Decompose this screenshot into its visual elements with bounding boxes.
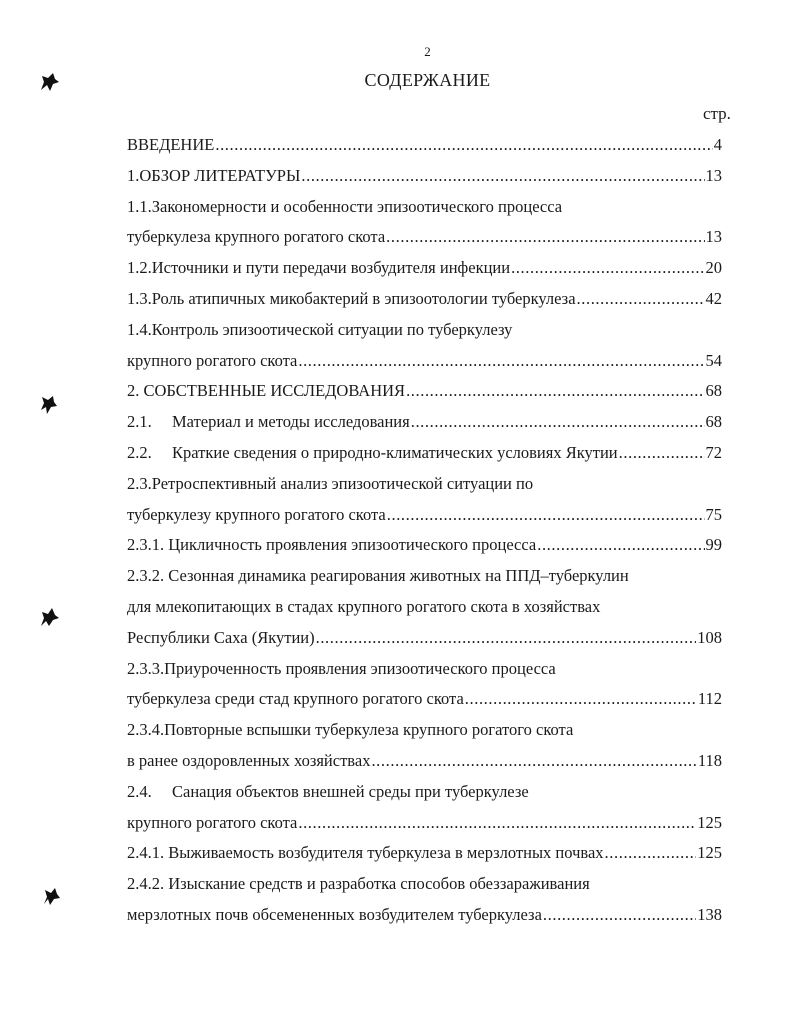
toc-entry (127, 530, 722, 561)
toc-entry-page: 42 (705, 288, 722, 308)
toc-entry (127, 376, 722, 407)
toc-entry (127, 746, 722, 777)
toc-entry (127, 346, 722, 377)
toc-entry (127, 161, 722, 192)
toc-entry-page: 4 (713, 135, 722, 154)
toc-entry (127, 808, 722, 839)
dot-leader (511, 253, 704, 284)
toc-entry (127, 253, 722, 284)
dot-leader (301, 161, 704, 192)
toc-entry-text: 1.ОБЗОР ЛИТЕРАТУРЫ (127, 165, 301, 185)
toc-title: СОДЕРЖАНИЕ (364, 70, 491, 90)
toc-entry (127, 869, 722, 900)
toc-entry-text: 1.3.Роль атипичных микобактерий в эпизоотологии туберкулеза (127, 288, 576, 308)
toc-entry-text: 2.3.3.Приуроченность проявления эпизоотического процесса (127, 658, 556, 678)
toc-entry-page: 138 (697, 904, 722, 924)
toc-entry (127, 900, 722, 931)
toc-entry (127, 315, 722, 346)
toc-entry (127, 130, 722, 161)
binder-mark-icon (38, 605, 60, 629)
toc-entry-text: 2.3.Ретроспективный анализ эпизоотической ситуации по (127, 473, 534, 493)
dot-leader (298, 346, 704, 377)
toc-entry-page: 13 (705, 227, 722, 247)
toc-entry (127, 438, 722, 469)
toc-entry (127, 654, 722, 685)
toc-entry-page: 13 (705, 165, 722, 185)
dot-leader (406, 376, 704, 407)
dot-leader (619, 438, 705, 469)
toc-entry-text: 2.4.2. Изыскание средств и разработка способов обеззараживания (127, 874, 590, 894)
toc-entry-text: 2.4.1. Выживаемость возбудителя туберкулеза в мерзлотных почвах (127, 843, 604, 863)
dot-leader (577, 284, 705, 315)
toc-entry-number: 2.2. (127, 442, 152, 462)
dot-leader (371, 746, 696, 777)
toc-entry-page: 54 (705, 350, 722, 370)
toc-entry (127, 469, 722, 500)
toc-entry-text: Республики Саха (Якутии) (127, 627, 315, 647)
toc-entry (127, 838, 722, 869)
toc-entry-text: туберкулезу крупного рогатого скота (127, 504, 386, 524)
dot-leader (215, 130, 712, 161)
toc-entry-page: 118 (697, 750, 722, 770)
toc-entry-text: Санация объектов внешней среды при туберкулезе (172, 781, 529, 801)
toc-entry-number: 2.4. (127, 781, 152, 801)
dot-leader (605, 838, 697, 869)
binder-mark-icon (37, 392, 59, 416)
toc-entry-page: 125 (697, 843, 722, 863)
toc-entry (127, 561, 722, 592)
table-of-contents (127, 130, 722, 931)
toc-entry (127, 192, 722, 223)
toc-entry-page: 125 (697, 812, 722, 832)
toc-entry-text: 2.3.4.Повторные вспышки туберкулеза крупного рогатого скота (127, 720, 574, 740)
toc-entry-text: 2.3.1. Цикличность проявления эпизоотического процесса (127, 535, 537, 555)
toc-entry-page: 99 (705, 535, 722, 555)
toc-entry-text: Краткие сведения о природно-климатических условиях Якутии (172, 442, 618, 462)
toc-entry (127, 623, 722, 654)
toc-entry-page: 72 (705, 442, 722, 462)
toc-entry-text: туберкулеза среди стад крупного рогатого скота (127, 689, 464, 709)
toc-entry-text: 2. СОБСТВЕННЫЕ ИССЛЕДОВАНИЯ (127, 381, 406, 401)
toc-entry-text: в ранее оздоровленных хозяйствах (127, 750, 371, 770)
toc-entry-text: мерзлотных почв обсемененных возбудителем туберкулеза (127, 904, 542, 924)
page-column-label: стр. (703, 104, 731, 123)
toc-entry-page: 68 (705, 381, 722, 401)
dot-leader (298, 808, 696, 839)
toc-entry-text: крупного рогатого скота (127, 350, 298, 370)
toc-entry (127, 777, 722, 808)
toc-entry-text: для млекопитающих в стадах крупного рогатого скота в хозяйствах (127, 596, 601, 616)
toc-entry-page: 108 (697, 627, 722, 647)
dot-leader (316, 623, 697, 654)
binder-mark-icon (40, 884, 62, 908)
toc-entry-page: 75 (705, 504, 722, 524)
toc-entry-text: Материал и методы исследования (172, 412, 410, 432)
toc-entry (127, 407, 722, 438)
toc-entry-page: 112 (697, 689, 722, 709)
toc-entry (127, 684, 722, 715)
toc-entry-text: 1.4.Контроль эпизоотической ситуации по туберкулезу (127, 319, 513, 339)
toc-entry-number: 2.1. (127, 412, 152, 432)
toc-entry-text: ВВЕДЕНИЕ (127, 135, 215, 154)
toc-entry (127, 284, 722, 315)
toc-entry (127, 592, 722, 623)
toc-entry-page: 68 (705, 412, 722, 432)
toc-entry-text: 1.1.Закономерности и особенности эпизоотического процесса (127, 196, 563, 216)
toc-entry-text: 2.3.2. Сезонная динамика реагирования животных на ППД–туберкулин (127, 566, 629, 586)
toc-entry-text: 1.2.Источники и пути передачи возбудителя инфекции (127, 258, 511, 278)
dot-leader (543, 900, 696, 931)
dot-leader (387, 500, 705, 531)
dot-leader (537, 530, 704, 561)
dot-leader (411, 407, 705, 438)
dot-leader (465, 684, 697, 715)
toc-entry-text: крупного рогатого скота (127, 812, 298, 832)
dot-leader (386, 222, 704, 253)
page-number: 2 (424, 44, 431, 59)
toc-entry (127, 222, 722, 253)
toc-entry (127, 500, 722, 531)
toc-entry (127, 715, 722, 746)
toc-entry-page: 20 (705, 258, 722, 278)
toc-entry-text: туберкулеза крупного рогатого скота (127, 227, 386, 247)
binder-mark-icon (38, 70, 60, 94)
